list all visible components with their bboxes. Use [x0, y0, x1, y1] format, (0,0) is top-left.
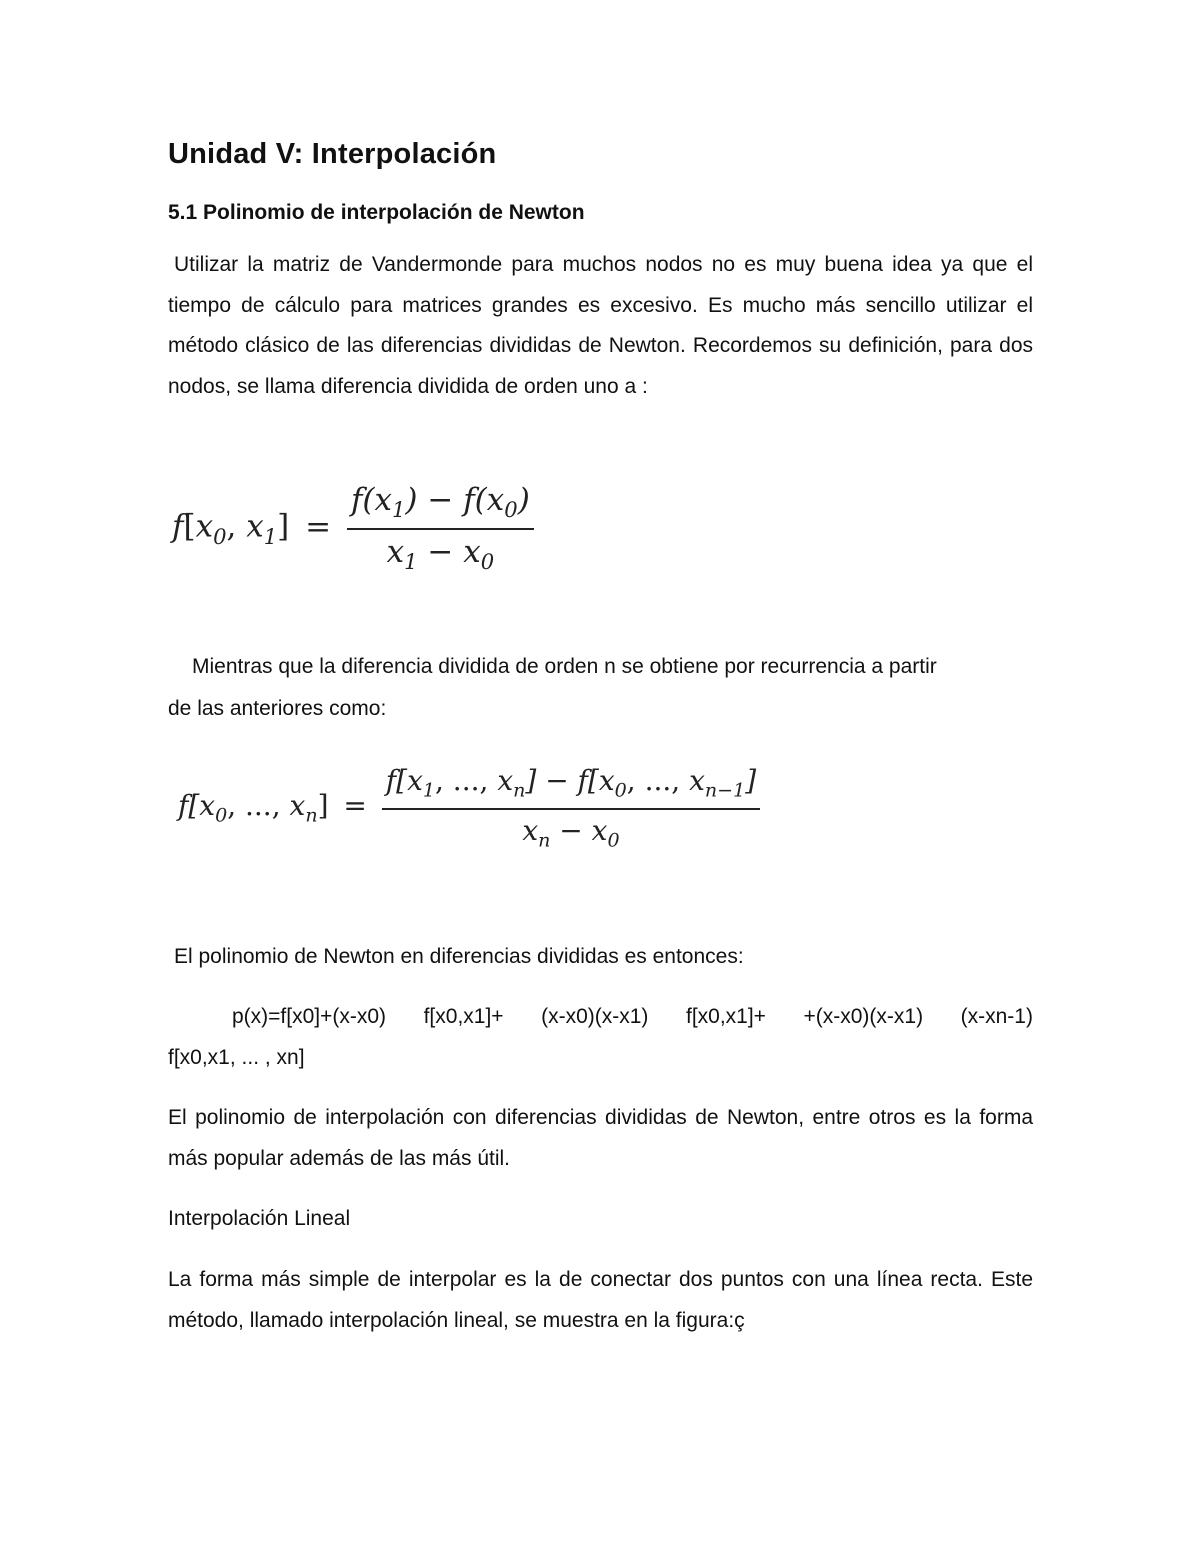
formula-2-fraction: $\frac{f[x_1, ..., x_n] - f[x_0, ..., x_{n-1}]}{x_n - x_0}$	[382, 764, 760, 851]
polynomial-term: +(x-x0)(x-x1)	[803, 1005, 924, 1028]
paragraph-linear-interpolation: La forma más simple de interpolar es la de conectar dos puntos con una línea recta. Este método, llamado interpolación lineal, se muestra en la figura:ç	[168, 1268, 1033, 1332]
formula-nth-order-divided-difference: $f[x_0$, ..., $x_n$] = $\frac{f[x_1, ..., x_n] - f[x_0, ..., x_{n-1}]}{x_n - x_0}$	[178, 764, 760, 851]
paragraph-newton-polynomial-intro: El polinomio de Newton en diferencias divididas es entonces:	[174, 945, 744, 968]
polynomial-term: p(x)=f[x0]+(x-x0)	[232, 1005, 387, 1028]
paragraph-recurrence-line-2: de las anteriores como:	[168, 697, 387, 720]
polynomial-line-1	[232, 1005, 1033, 1029]
paragraph-newton-popular: El polinomio de interpolación con diferencias divididas de Newton, entre otros es la forma más popular además de las más útil.	[168, 1106, 1033, 1170]
paragraph-vandermonde: Utilizar la matriz de Vandermonde para muchos nodos no es muy buena idea ya que el tiempo de cálculo para matrices grandes es excesivo. Es mucho más sencillo utilizar el método clásico de las diferencias divididas de Newton. Recordemos su definición, para dos nodos, se llama diferencia dividida de orden uno a :	[168, 253, 1033, 398]
polynomial-term: f[x0,x1]+	[423, 1005, 504, 1028]
formula-1-fraction: $\frac{f(x_1) - f(x_0)}{x_1 - x_0}$	[347, 482, 534, 574]
polynomial-term: (x-xn-1)	[960, 1005, 1033, 1028]
section-heading: 5.1 Polinomio de interpolación de Newton	[168, 201, 585, 224]
page-title: Unidad V: Interpolación	[168, 138, 497, 170]
subheading-linear-interpolation: Interpolación Lineal	[168, 1207, 351, 1230]
polynomial-term: (x-x0)(x-x1)	[541, 1005, 649, 1028]
polynomial-term: f[x0,x1]+	[685, 1005, 766, 1028]
formula-first-order-divided-difference: $f[x_0$, $x_1$] = $\frac{f(x_1) - f(x_0)}{x_1 - x_0}$	[172, 482, 534, 574]
paragraph-recurrence-line-1: Mientras que la diferencia dividida de orden n se obtiene por recurrencia a partir	[192, 655, 937, 678]
polynomial-line-2: f[x0,x1, ... , xn]	[168, 1046, 305, 1069]
